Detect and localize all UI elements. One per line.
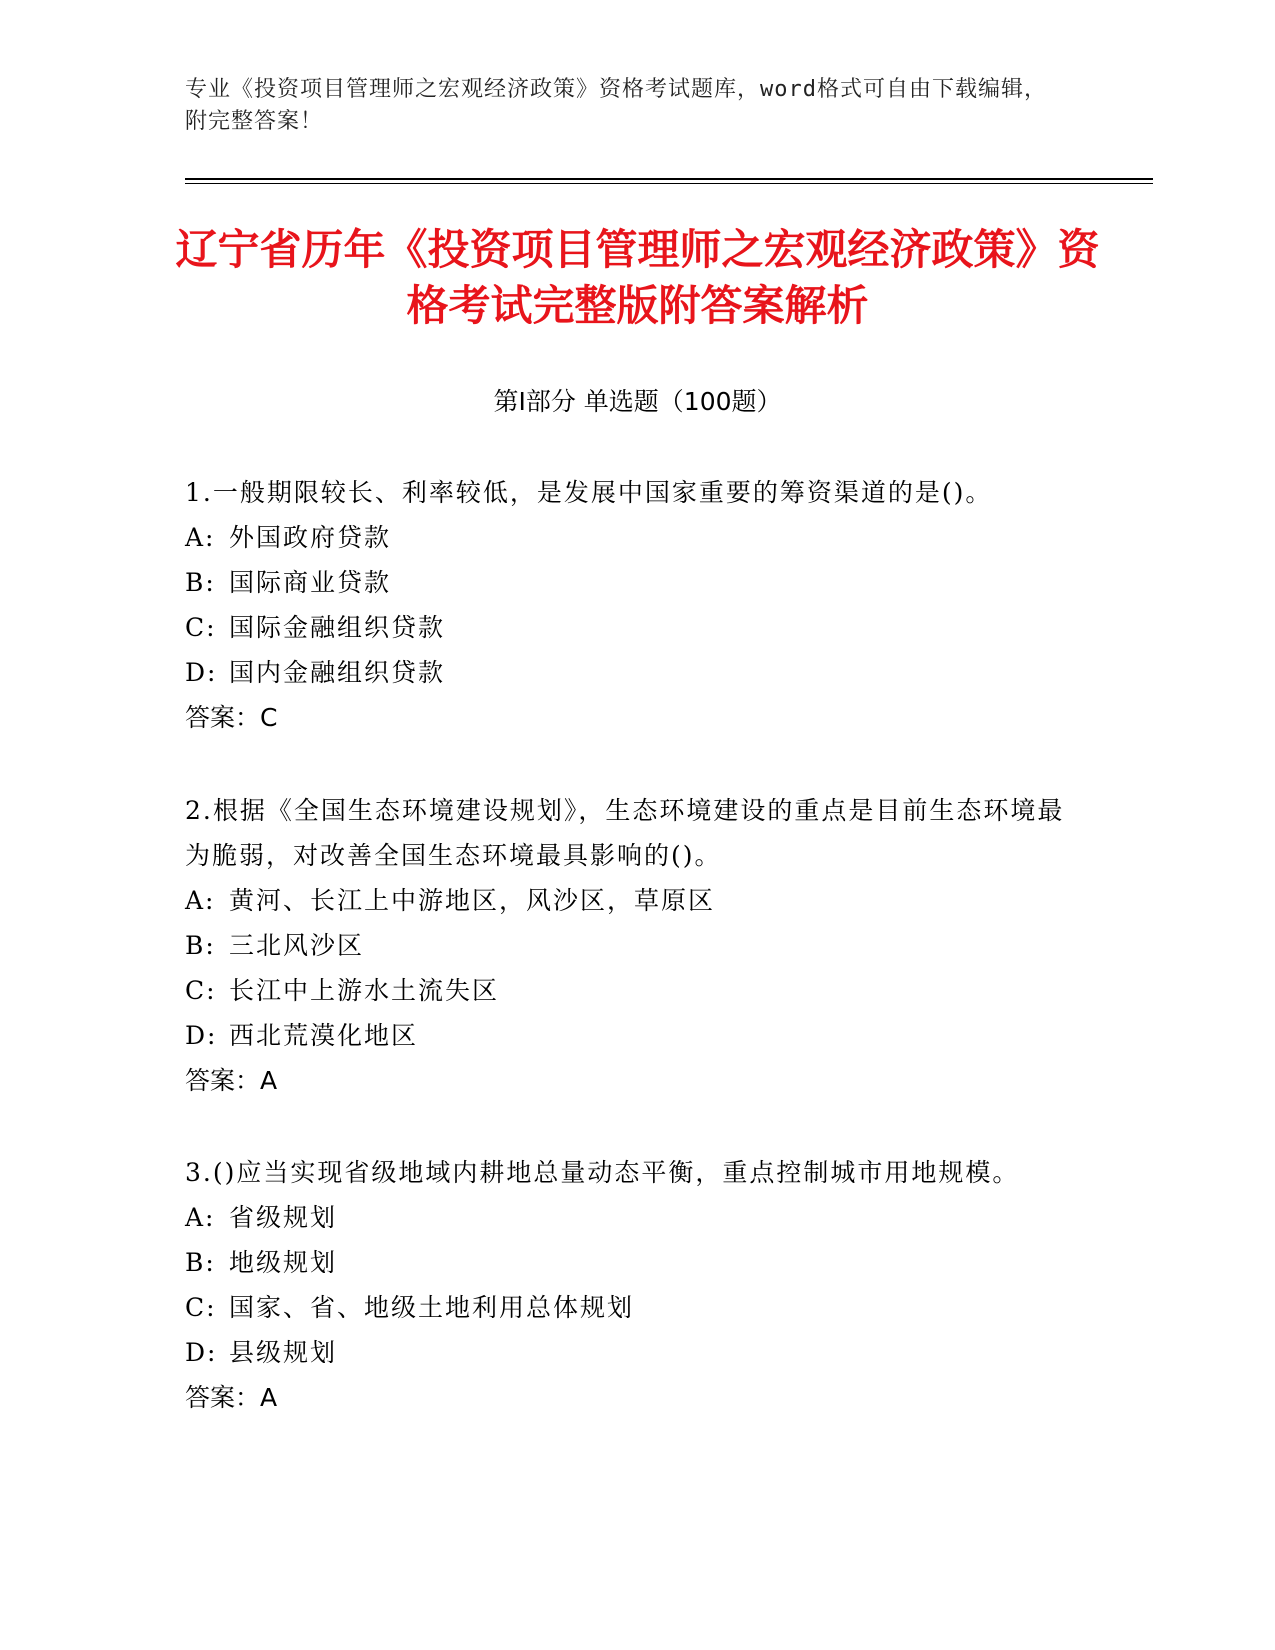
option-b xyxy=(185,1240,1065,1285)
option-key: D: xyxy=(185,1338,218,1367)
option-d xyxy=(185,650,1065,695)
question-stem: 1.一般期限较长、利率较低，是发展中国家重要的筹资渠道的是()。 xyxy=(185,478,993,507)
option-text: 地级规划 xyxy=(229,1248,338,1277)
question-stem: 2.根据《全国生态环境建设规划》，生态环境建设的重点是目前生态环境最为脆弱，对改善全国生态环境最具影响的()。 xyxy=(185,796,1065,870)
option-d xyxy=(185,1330,1065,1375)
answer-line: 答案：C xyxy=(185,703,278,732)
option-text: 国家、省、地级土地利用总体规划 xyxy=(229,1293,635,1322)
option-key: B: xyxy=(185,931,216,960)
question-2 xyxy=(185,788,1065,1103)
option-key: A: xyxy=(185,1203,216,1232)
option-key: C: xyxy=(185,1293,217,1322)
option-a xyxy=(185,1195,1065,1240)
option-key: C: xyxy=(185,613,217,642)
document-title: 辽宁省历年《投资项目管理师之宏观经济政策》资格考试完整版附答案解析 xyxy=(175,225,1100,330)
option-text: 黄河、长江上中游地区，风沙区，草原区 xyxy=(229,886,716,915)
question-stem: 3.()应当实现省级地域内耕地总量动态平衡，重点控制城市用地规模。 xyxy=(185,1158,1020,1187)
answer-line: 答案：A xyxy=(185,1066,278,1095)
header-divider-thin xyxy=(185,183,1153,184)
option-b xyxy=(185,560,1065,605)
option-text: 西北荒漠化地区 xyxy=(229,1021,419,1050)
option-d xyxy=(185,1013,1065,1058)
option-text: 国际金融组织贷款 xyxy=(229,613,446,642)
option-text: 外国政府贷款 xyxy=(229,523,392,552)
option-key: B: xyxy=(185,1248,216,1277)
option-text: 省级规划 xyxy=(229,1203,338,1232)
option-key: A: xyxy=(185,523,216,552)
option-text: 三北风沙区 xyxy=(229,931,365,960)
option-key: A: xyxy=(185,886,216,915)
option-a xyxy=(185,878,1065,923)
option-c xyxy=(185,605,1065,650)
option-a xyxy=(185,515,1065,560)
header-divider-thick xyxy=(185,178,1153,180)
option-text: 县级规划 xyxy=(229,1338,338,1367)
section-title: 第Ⅰ部分 单选题（100题） xyxy=(493,387,782,416)
option-text: 长江中上游水土流失区 xyxy=(229,976,500,1005)
option-b xyxy=(185,923,1065,968)
question-1 xyxy=(185,470,1065,740)
option-c xyxy=(185,968,1065,1013)
answer-line: 答案：A xyxy=(185,1383,278,1412)
option-key: D: xyxy=(185,1021,218,1050)
option-text: 国内金融组织贷款 xyxy=(229,658,446,687)
header-note: 专业《投资项目管理师之宏观经济政策》资格考试题库，word格式可自由下载编辑，附完整答案！ xyxy=(185,77,1047,134)
option-key: D: xyxy=(185,658,218,687)
question-3 xyxy=(185,1150,1065,1420)
option-c xyxy=(185,1285,1065,1330)
option-text: 国际商业贷款 xyxy=(229,568,392,597)
option-key: C: xyxy=(185,976,217,1005)
option-key: B: xyxy=(185,568,216,597)
